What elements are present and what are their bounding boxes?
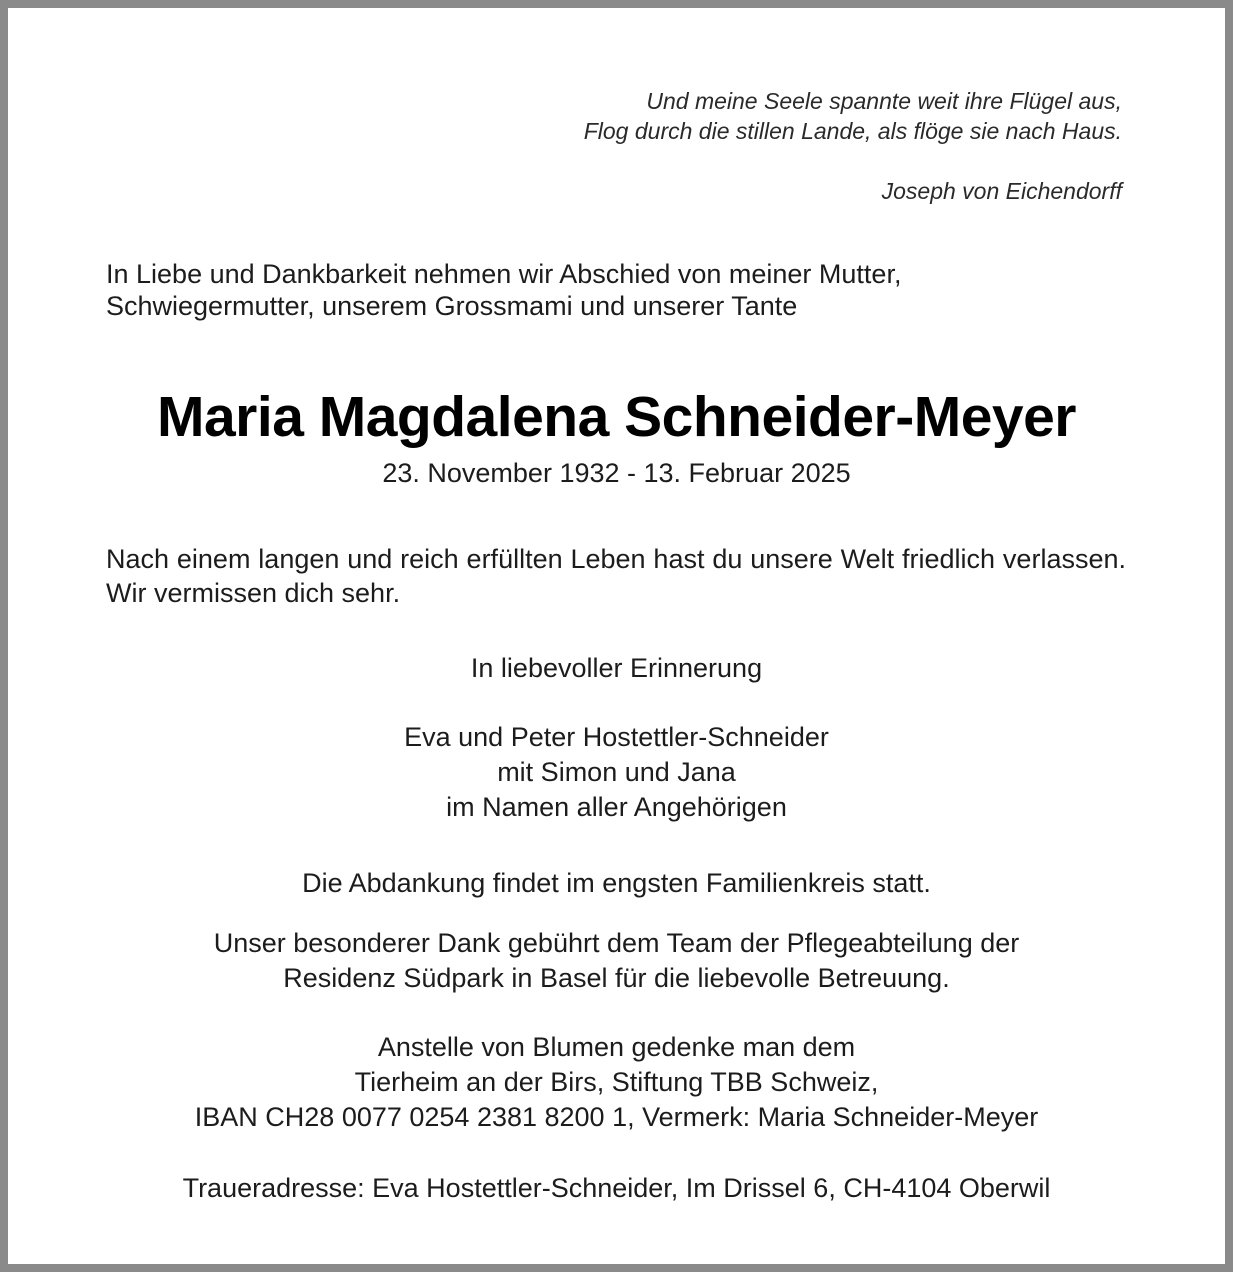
motto-quote [422, 86, 1122, 206]
motto-line: Flog durch die stillen Lande, als flöge sie nach Haus. [583, 118, 1122, 144]
intro-line: Schwiegermutter, unserem Grossmami und unserer Tante [106, 291, 798, 321]
donation-line: IBAN CH28 0077 0254 2381 8200 1, Vermerk: Maria Schneider-Meyer [194, 1102, 1039, 1132]
intro-line: In Liebe und Dankbarkeit nehmen wir Abschied von meiner Mutter, [106, 259, 902, 289]
family-line: mit Simon und Jana [497, 757, 736, 787]
thanks-notice [8, 926, 1225, 996]
ceremony-notice: Die Abdankung findet im engsten Familienkreis statt. [302, 868, 931, 898]
donation-line: Tierheim an der Birs, Stiftung TBB Schweiz, [354, 1067, 879, 1097]
motto-line: Und meine Seele spannte weit ihre Flügel aus, [646, 88, 1122, 114]
family-line: Eva und Peter Hostettler-Schneider [404, 722, 829, 752]
donation-notice [8, 1030, 1225, 1135]
intro-text [106, 258, 1126, 322]
memory-line: In liebevoller Erinnerung [470, 653, 763, 683]
thanks-line: Residenz Südpark in Basel für die liebevolle Betreuung. [283, 963, 950, 993]
deceased-name: Maria Magdalena Schneider-Meyer [157, 385, 1076, 449]
family-line: im Namen aller Angehörigen [446, 792, 787, 822]
life-dates: 23. November 1932 - 13. Februar 2025 [382, 458, 851, 488]
mourning-address: Traueradresse: Eva Hostettler-Schneider, Im Drissel 6, CH-4104 Oberwil [182, 1173, 1051, 1203]
motto-author: Joseph von Eichendorff [881, 178, 1122, 204]
obituary-page [8, 8, 1225, 1264]
farewell-message: Nach einem langen und reich erfüllten Leben hast du unsere Welt friedlich verlassen. Wir vermissen dich sehr. [106, 544, 1126, 608]
family-signature [8, 720, 1225, 825]
thanks-line: Unser besonderer Dank gebührt dem Team der Pflegeabteilung der [213, 928, 1020, 958]
donation-line: Anstelle von Blumen gedenke man dem [377, 1032, 856, 1062]
